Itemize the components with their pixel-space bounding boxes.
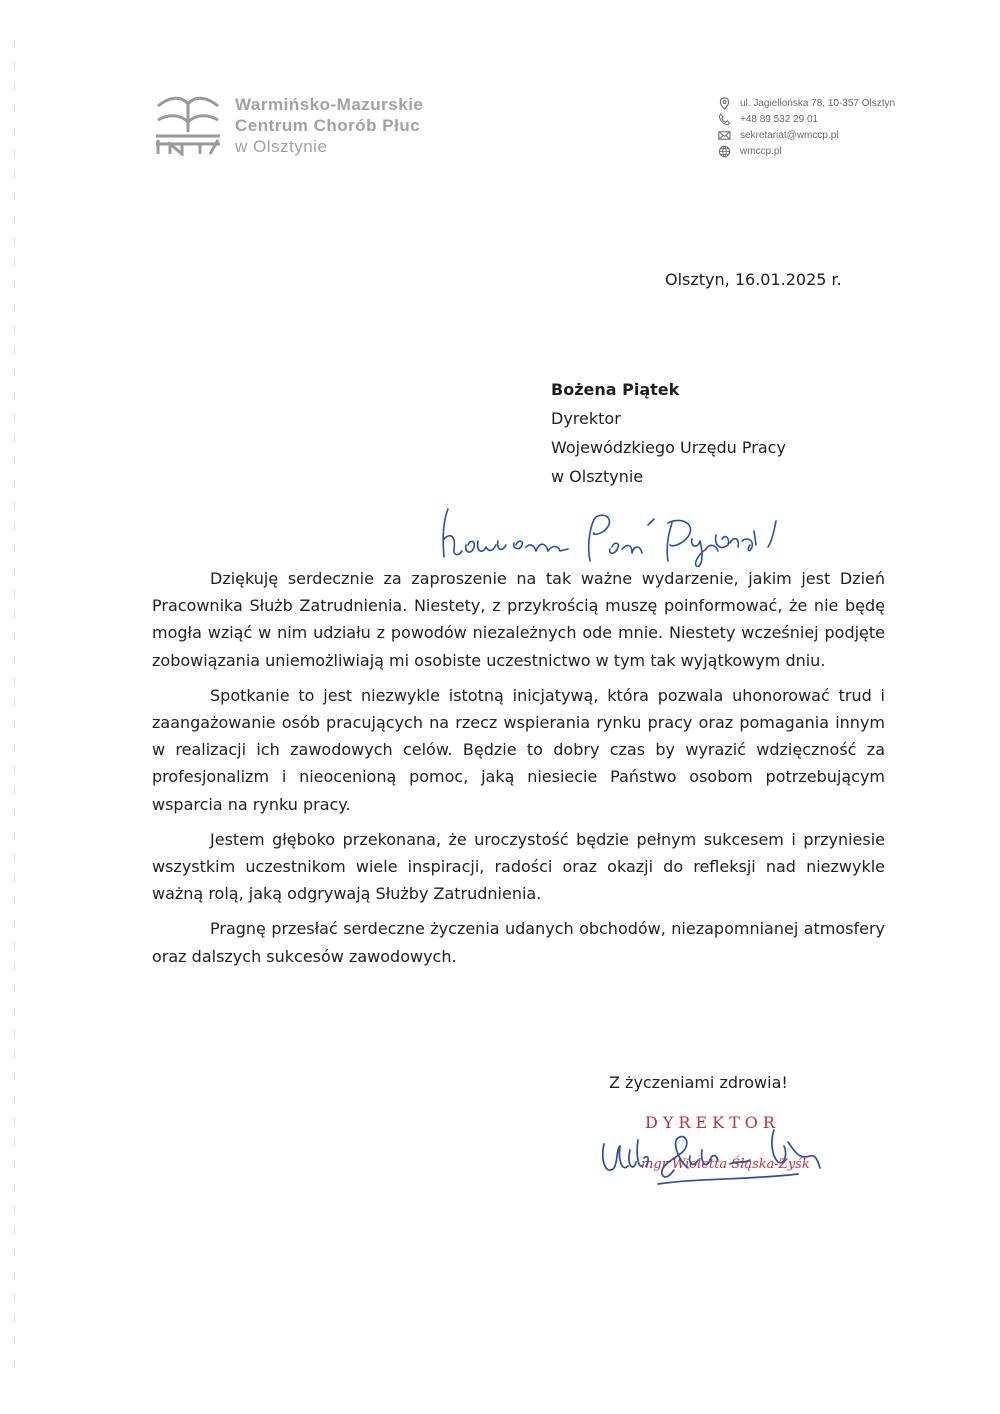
letter-body: [152, 565, 885, 978]
location-pin-icon: [718, 97, 731, 110]
envelope-icon: [718, 129, 731, 142]
scan-edge-mark: [14, 40, 15, 1380]
addressee-line: w Olsztynie: [551, 467, 644, 486]
contact-email-text[interactable]: sekretariat@wmccp.pl: [740, 129, 839, 141]
handwritten-signature: [598, 1120, 828, 1190]
contact-email[interactable]: [718, 127, 895, 143]
stamp-title: DYREKTOR: [645, 1113, 780, 1132]
body-paragraph: Dziękuję serdecznie za zaproszenie na tak ważne wydarzenie, jakim jest Dzień Pracownika Służb Zatrudnienia. Niestety, z przykrością muszę poinformować, że nie będę mogła wziąć w nim udziału z powodów niezależnych ode mnie. Niestety wcześniej podjęte zobowiązania uniemożliwiają mi osobiste uczestnictwo w tym tak wyjątkowym dniu.: [152, 569, 885, 670]
contact-address: [718, 95, 895, 111]
organization-name-line: Warmińsko-Mazurskie: [235, 95, 424, 114]
contact-website[interactable]: [718, 143, 895, 159]
contact-address-text: ul. Jagiellońska 78, 10-357 Olsztyn: [740, 97, 896, 109]
body-paragraph: Spotkanie to jest niezwykle istotną inicjatywą, która pozwala uhonorować trud i zaangażowanie osób pracujących na rzecz wspierania rynku pracy oraz pomagania innym w realizacji ich zawodowych celów. Będzie to dobry czas by wyrazić wdzięczność za profesjonalizm i nieocenioną pomoc, jaką niesiecie Państwo osobom potrzebującym wsparcia na rynku pracy.: [152, 685, 885, 814]
letter-date: Olsztyn, 16.01.2025 r.: [665, 270, 842, 289]
body-paragraph: Pragnę przesłać serdeczne życzenia udanych obchodów, niezapomnianej atmosfery oraz dalszych sukcesów zawodowych.: [152, 919, 885, 966]
addressee-line: Dyrektor: [551, 409, 621, 428]
closing-phrase: Z życzeniami zdrowia!: [609, 1073, 788, 1092]
handwritten-greeting: [436, 505, 786, 567]
addressee-line: Wojewódzkiego Urzędu Pracy: [551, 438, 786, 457]
contact-phone-text: +48 89 532 29 01: [740, 113, 819, 125]
stamp-name: mgr Wioletta Śląska-Zyśk: [641, 1157, 810, 1172]
phone-icon: [718, 113, 731, 126]
body-paragraph: Jestem głęboko przekonana, że uroczystość będzie pełnym sukcesem i przyniesie wszystkim uczestnikom wiele inspiracji, radości oraz okazji do refleksji nad niezwykle ważną rolą, jaką odgrywają Służby Zatrudnienia.: [152, 829, 885, 904]
organization-name-line: Centrum Chorób Płuc: [235, 116, 421, 135]
organization-name-line: w Olsztynie: [235, 137, 328, 156]
addressee-name: Bożena Piątek: [551, 380, 680, 399]
contact-phone: [718, 111, 895, 127]
organization-logo: [152, 92, 224, 156]
contact-info: [718, 95, 895, 159]
organization-name: [235, 94, 423, 157]
addressee-block: [551, 375, 786, 491]
globe-icon: [718, 145, 731, 158]
contact-website-text[interactable]: wmccp.pl: [740, 145, 782, 157]
